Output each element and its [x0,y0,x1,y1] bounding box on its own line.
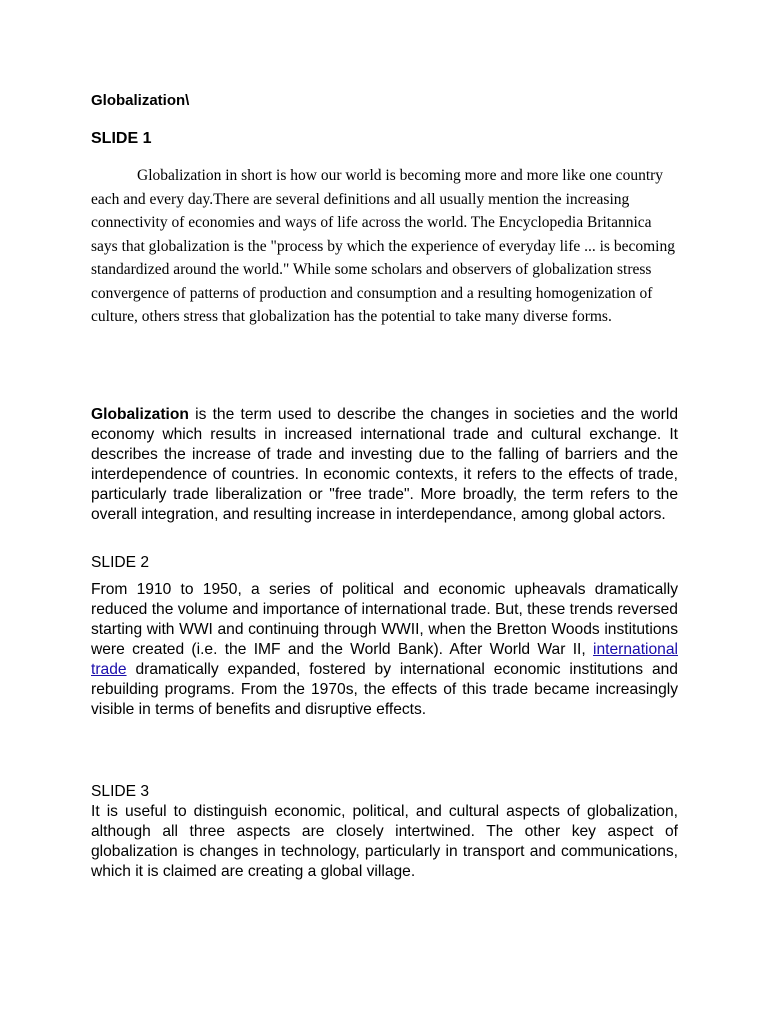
document-title: Globalization\ [91,92,190,109]
globalization-definition-paragraph [91,405,678,525]
slide3-paragraph: It is useful to distinguish economic, political, and cultural aspects of globalization, although all three aspects are closely intertwined. The other key aspect of globalization is changes in technology, particularly in transport and communications, which it is claimed are creating a global village. [91,803,678,880]
slide2-text-before-link: From 1910 to 1950, a series of political and economic upheavals dramatically reduced the volume and importance of international trade. But, these trends reversed starting with WWI and continuing through WWII, when the Bretton Woods institutions were created (i.e. the IMF and the World Bank). After World War II, [91,581,678,658]
slide3-heading: SLIDE 3 [91,783,150,800]
definition-term: Globalization [91,406,189,423]
slide1-heading: SLIDE 1 [91,130,152,147]
slide2-text-after-link: dramatically expanded, fostered by international economic institutions and rebuilding programs. From the 1970s, the effects of this trade became increasingly visible in terms of benefits and disruptive effects. [91,661,678,718]
international-trade-link[interactable]: international trade [91,641,678,678]
definition-text: is the term used to describe the changes in societies and the world economy which results in increased international trade and cultural exchange. It describes the increase of trade and investing due to the falling of barriers and the interdependence of countries. In economic contexts, it refers to the effects of trade, particularly trade liberalization or "free trade". More broadly, the term refers to the overall integration, and resulting increase in interdependance, among global actors. [91,406,678,523]
slide2-heading: SLIDE 2 [91,554,150,571]
slide2-paragraph [91,580,678,720]
slide1-intro-paragraph: Globalization in short is how our world is becoming more and more like one country each and every day.There are several definitions and all usually mention the increasing connectivity of economies and ways of life across the world. The Encyclopedia Britannica says that globalization is the "process by which the experience of everyday life ... is becoming standardized around the world." While some scholars and observers of globalization stress convergence of patterns of production and consumption and a resulting homogenization of culture, others stress that globalization has the potential to take many diverse forms. [91,167,675,325]
